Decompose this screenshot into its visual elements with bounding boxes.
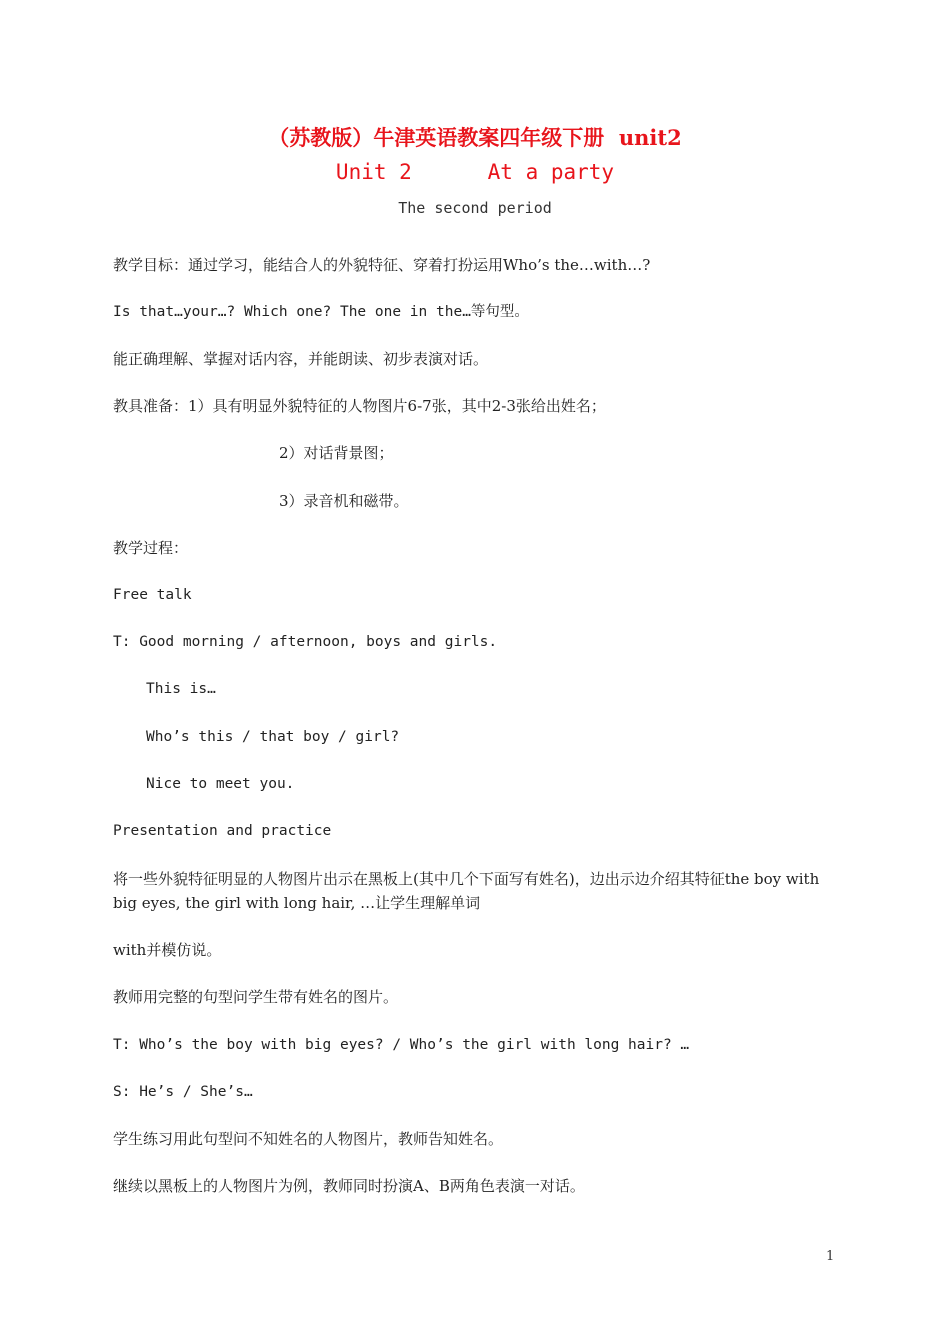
dialogue-line: This is… xyxy=(146,681,216,697)
teacher-instruction: 教师用完整的句型问学生带有姓名的图片。 xyxy=(113,988,399,1006)
materials-line-3: 3）录音机和磁带。 xyxy=(279,492,409,510)
materials-line-1: 教具准备：1）具有明显外貌特征的人物图片6-7张，其中2-3张给出姓名； xyxy=(113,397,606,415)
objective-line-3: 能正确理解、掌握对话内容，并能朗读、初步表演对话。 xyxy=(113,350,489,368)
unit-heading: Unit 2 At a party xyxy=(335,160,615,184)
dialogue-line: Who’s this / that boy / girl? xyxy=(146,729,400,745)
period-subtitle: The second period xyxy=(398,199,552,217)
objective-line-2: Is that…your…? Which one? The one in the…等句型。 xyxy=(113,304,529,320)
objective-line-1: 教学目标：通过学习，能结合人的外貌特征、穿着打扮运用Who’s the…with…? xyxy=(113,256,651,274)
dialogue-line: T: Who’s the boy with big eyes? / Who’s the girl with long hair? … xyxy=(113,1037,690,1053)
materials-line-2: 2）对话背景图； xyxy=(279,444,394,462)
presentation-paragraph-end: with并模仿说。 xyxy=(113,941,222,959)
process-heading: 教学过程： xyxy=(113,539,189,557)
section-presentation: Presentation and practice xyxy=(113,823,332,839)
dialogue-line: Nice to meet you. xyxy=(146,776,295,792)
page-number: 1 xyxy=(826,1249,835,1264)
student-practice: 学生练习用此句型问不知姓名的人物图片，教师告知姓名。 xyxy=(113,1130,504,1148)
dialogue-line: S: He’s / She’s… xyxy=(113,1084,253,1100)
presentation-paragraph: 将一些外貌特征明显的人物图片出示在黑板上(其中几个下面写有姓名)，边出示边介绍其特征the boy with big eyes, the girl with long hair, …让学生理解单词 xyxy=(113,870,820,912)
role-play-instruction: 继续以黑板上的人物图片为例，教师同时扮演A、B两角色表演一对话。 xyxy=(113,1177,585,1195)
document-title: （苏教版）牛津英语教案四年级下册 unit2 xyxy=(268,125,682,150)
section-free-talk: Free talk xyxy=(113,587,192,603)
dialogue-line: T: Good morning / afternoon, boys and girls. xyxy=(113,634,498,650)
